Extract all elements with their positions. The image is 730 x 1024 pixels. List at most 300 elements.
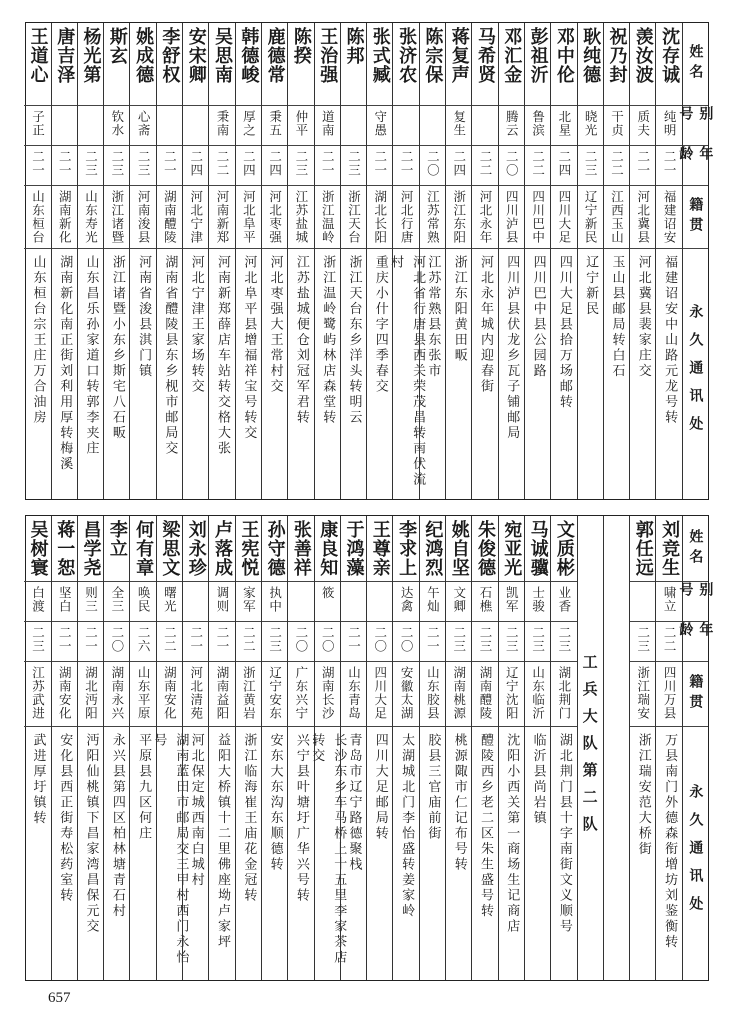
column-header: 别号 — [683, 582, 708, 622]
alias-cell: 道南 — [315, 106, 340, 146]
name-cell: 姚自坚 — [446, 516, 471, 582]
alias-cell: 文卿 — [446, 582, 471, 622]
native-cell: 河南新郑 — [209, 186, 234, 249]
native-cell: 河南浚县 — [130, 186, 155, 249]
table-row — [261, 516, 287, 980]
alias-cell: 曙光 — [157, 582, 182, 622]
native-cell: 河北永年 — [472, 186, 497, 249]
table-row — [208, 516, 234, 980]
alias-cell: 全三 — [104, 582, 129, 622]
native-cell: 湖北沔阳 — [78, 662, 103, 727]
age-cell: 二三 — [630, 622, 655, 662]
age-cell: 二一 — [630, 146, 655, 186]
address-cell: 四川大足邮局转 — [372, 733, 388, 842]
name-cell: 祝乃封 — [604, 23, 629, 106]
table-row — [151, 516, 189, 980]
column-header: 姓名 — [683, 23, 708, 106]
alias-cell: 纯明 — [656, 106, 681, 146]
name-cell: 孙守德 — [262, 516, 287, 582]
alias-cell: 士骏 — [525, 582, 550, 622]
native-cell: 四川大足 — [551, 186, 576, 249]
address-cell: 山东桓台宗王庄万合油房 — [30, 255, 46, 426]
address-cell: 湖南省醴陵县东乡枧市邮局交 — [162, 255, 178, 457]
table-row — [24, 516, 50, 980]
alias-cell: 仲平 — [288, 106, 313, 146]
native-cell: 湖南永兴 — [104, 662, 129, 727]
address-cell: 沈阳小西关第一商场生记商店 — [504, 733, 520, 935]
age-cell: 二二 — [236, 622, 261, 662]
name-cell: 张式臧 — [367, 23, 392, 106]
name-cell: 何有章 — [130, 516, 155, 582]
table-row — [603, 23, 629, 499]
native-cell: 湖北长阳 — [367, 186, 392, 249]
native-cell: 辽宁安东 — [262, 662, 287, 727]
table-row — [524, 23, 550, 499]
address-cell: 平原县九区何庄 — [136, 733, 152, 842]
name-cell: 刘永珍 — [183, 516, 208, 582]
name-cell: 唐吉泽 — [52, 23, 77, 106]
age-cell: 二一 — [315, 146, 340, 186]
blank-column — [604, 516, 629, 980]
table-row — [340, 516, 366, 980]
table-row — [419, 23, 445, 499]
name-cell: 姚成德 — [130, 23, 155, 106]
alias-cell: 石樵 — [472, 582, 497, 622]
name-cell: 昌学尧 — [78, 516, 103, 582]
native-cell: 湖南新化 — [52, 186, 77, 249]
alias-cell: 达禽 — [393, 582, 418, 622]
age-cell: 二一 — [656, 146, 681, 186]
table-row — [603, 516, 629, 980]
column-header: 年龄 — [683, 622, 708, 662]
name-cell: 沈存诚 — [656, 23, 681, 106]
age-cell: 二一 — [393, 146, 418, 186]
column-header: 别号 — [683, 106, 708, 146]
alias-cell: 秉五 — [262, 106, 287, 146]
alias-cell: 午灿 — [420, 582, 445, 622]
name-cell: 马希贤 — [472, 23, 497, 106]
table-row — [287, 23, 313, 499]
name-cell: 鹿德常 — [262, 23, 287, 106]
alias-cell: 干贞 — [604, 106, 629, 146]
native-cell: 江苏常熟 — [420, 186, 445, 249]
native-cell: 浙江黄岩 — [236, 662, 261, 727]
address-cell: 兴宁县叶塘圩广华兴号转 — [293, 733, 309, 904]
table-row — [445, 516, 471, 980]
age-cell: 二二 — [604, 146, 629, 186]
alias-cell — [157, 106, 182, 146]
native-cell: 江苏盐城 — [288, 186, 313, 249]
age-cell: 二二 — [525, 146, 550, 186]
native-cell: 湖南醴陵 — [472, 662, 497, 727]
table-row — [182, 23, 208, 499]
address-cell: 安东大东沟东顺德转 — [267, 733, 283, 873]
age-cell: 二三 — [104, 146, 129, 186]
native-cell: 河北阜平 — [236, 186, 261, 249]
address-cell: 湖南新化南正街刘利用厚转梅溪 — [57, 255, 73, 472]
name-cell: 邓中伦 — [551, 23, 576, 106]
address-cell: 辽宁新民 — [583, 255, 599, 317]
native-cell: 福建诏安 — [656, 186, 681, 249]
age-cell: 二三 — [578, 146, 603, 186]
page-number: 657 — [48, 990, 71, 1006]
address-cell: 河北省行唐县西关荣茂昌转南伏流村 — [388, 255, 426, 488]
name-cell: 纪鸿烈 — [420, 516, 445, 582]
address-cell: 桃源陬市仁记布号转 — [451, 733, 467, 873]
age-cell: 二三 — [499, 622, 524, 662]
address-cell: 醴陵西乡老二区朱生盛号转 — [477, 733, 493, 919]
age-cell: 二一 — [157, 146, 182, 186]
alias-cell — [367, 582, 392, 622]
alias-cell: 坚白 — [52, 582, 77, 622]
address-cell: 永兴县第四区柏林塘青石村 — [109, 733, 125, 919]
native-cell: 山东临沂 — [525, 662, 550, 727]
address-cell: 沔阳仙桃镇下昌家湾昌保元交 — [83, 733, 99, 935]
table-row — [471, 23, 497, 499]
table-row — [261, 23, 287, 499]
native-cell: 湖南安化 — [52, 662, 77, 727]
name-cell: 马诚骥 — [525, 516, 550, 582]
address-cell: 河南省浚县淇门镇 — [136, 255, 152, 379]
age-cell: 二三 — [341, 146, 366, 186]
alias-cell — [183, 582, 208, 622]
alias-cell — [420, 106, 445, 146]
age-cell: 二〇 — [499, 146, 524, 186]
age-cell: 二三 — [130, 146, 155, 186]
column-header: 永久通讯处 — [687, 783, 704, 924]
native-cell: 山东桓台 — [24, 186, 50, 249]
age-cell: 二〇 — [393, 622, 418, 662]
header-column — [677, 23, 714, 499]
table-row — [314, 23, 340, 499]
age-cell: 二二 — [157, 622, 182, 662]
age-cell: 二一 — [52, 622, 77, 662]
age-cell: 二三 — [24, 622, 50, 662]
table-row — [182, 516, 208, 980]
alias-cell: 凯军 — [499, 582, 524, 622]
alias-cell — [630, 582, 655, 622]
name-cell: 康良知 — [315, 516, 340, 582]
name-cell: 李立 — [104, 516, 129, 582]
name-cell: 蒋复声 — [446, 23, 471, 106]
address-cell: 四川大足县拾万场邮转 — [556, 255, 572, 410]
native-cell: 江苏武进 — [24, 662, 50, 727]
age-cell: 二一 — [420, 622, 445, 662]
age-cell: 二一 — [78, 622, 103, 662]
alias-cell: 钦水 — [104, 106, 129, 146]
age-cell: 二四 — [262, 146, 287, 186]
table-row — [24, 23, 50, 499]
name-cell: 羡汝波 — [630, 23, 655, 106]
name-cell: 卢落成 — [209, 516, 234, 582]
table-row — [235, 23, 261, 499]
address-cell: 河南新郑薛店车站转交格大张 — [215, 255, 231, 457]
age-cell: 二〇 — [420, 146, 445, 186]
table-row — [129, 23, 155, 499]
address-cell: 青岛市辽宁路德聚栈 — [346, 733, 362, 873]
address-cell: 浙江温岭鹭屿林店森堂转 — [320, 255, 336, 426]
table-row — [629, 23, 655, 499]
address-cell: 湖南蓝田市邮局交三甲村西门永怡号 — [151, 733, 189, 966]
address-cell: 重庆小什字四季春交 — [372, 255, 388, 395]
name-cell: 陈宗保 — [420, 23, 445, 106]
age-cell: 二一 — [52, 146, 77, 186]
address-cell: 山东昌乐孙家道口转郭李夹庄 — [83, 255, 99, 457]
age-cell: 二二 — [472, 146, 497, 186]
alias-cell — [341, 106, 366, 146]
native-cell: 浙江温岭 — [315, 186, 340, 249]
age-cell: 二三 — [472, 622, 497, 662]
native-cell: 四川万县 — [656, 662, 681, 727]
native-cell: 湖南长沙 — [315, 662, 340, 727]
address-cell: 福建诏安中山路元龙号转 — [662, 255, 678, 426]
name-cell: 于鸿藻 — [341, 516, 366, 582]
age-cell: 二〇 — [104, 622, 129, 662]
address-cell: 浙江东阳黄田畈 — [451, 255, 467, 364]
table-row — [655, 23, 681, 499]
alias-cell — [78, 106, 103, 146]
alias-cell: 北星 — [551, 106, 576, 146]
column-header: 年龄 — [683, 146, 708, 186]
table-row — [51, 516, 77, 980]
age-cell: 二三 — [446, 622, 471, 662]
age-cell: 二六 — [130, 622, 155, 662]
address-cell: 安化县西正街寿松药室转 — [57, 733, 73, 904]
name-cell: 刘竞生 — [656, 516, 681, 582]
native-cell: 湖南桃源 — [446, 662, 471, 727]
alias-cell: 执中 — [262, 582, 287, 622]
name-cell: 吴树寰 — [24, 516, 50, 582]
alias-cell — [183, 106, 208, 146]
name-cell: 李求上 — [393, 516, 418, 582]
native-cell: 浙江天台 — [341, 186, 366, 249]
name-cell: 郭任远 — [630, 516, 655, 582]
age-cell: 二一 — [209, 622, 234, 662]
table-row — [235, 516, 261, 980]
address-cell: 太湖城北门李怡盛转姜家岭 — [399, 733, 415, 919]
native-cell: 湖南益阳 — [209, 662, 234, 727]
alias-cell: 质夫 — [630, 106, 655, 146]
native-cell: 山东平原 — [130, 662, 155, 727]
table-row — [577, 23, 603, 499]
age-cell: 二一 — [24, 146, 50, 186]
name-cell: 安宋卿 — [183, 23, 208, 106]
age-cell: 二一 — [341, 622, 366, 662]
address-cell: 河北枣强大王常村交 — [267, 255, 283, 395]
alias-cell: 筱 — [315, 582, 340, 622]
column-header: 姓名 — [683, 516, 708, 582]
column-header: 籍贯 — [683, 662, 708, 727]
native-cell: 河北宁津 — [183, 186, 208, 249]
native-cell: 浙江诸暨 — [104, 186, 129, 249]
alias-cell: 调则 — [209, 582, 234, 622]
name-cell: 王治强 — [315, 23, 340, 106]
age-cell: 二〇 — [288, 622, 313, 662]
name-cell: 文质彬 — [551, 516, 576, 582]
name-cell: 陈邦 — [341, 23, 366, 106]
name-cell: 耿纯德 — [578, 23, 603, 106]
age-cell: 二三 — [525, 622, 550, 662]
table-row — [156, 23, 182, 499]
name-cell: 王尊亲 — [367, 516, 392, 582]
alias-cell: 心斋 — [130, 106, 155, 146]
address-cell: 江苏盐城便仓刘冠军君转 — [293, 255, 309, 426]
native-cell: 广东兴宁 — [288, 662, 313, 727]
roster-table-top — [25, 22, 714, 500]
alias-cell: 晓光 — [578, 106, 603, 146]
native-cell: 湖南醴陵 — [157, 186, 182, 249]
table-row — [103, 23, 129, 499]
name-cell: 蒋一恕 — [52, 516, 77, 582]
column-header: 永久通讯处 — [687, 304, 704, 444]
alias-cell: 白渡 — [24, 582, 50, 622]
address-cell: 玉山县邮局转白石 — [609, 255, 625, 379]
address-cell: 武进厚圩镇转 — [30, 733, 46, 826]
name-cell: 王宪悦 — [236, 516, 261, 582]
alias-cell: 鲁滨 — [525, 106, 550, 146]
address-cell: 江苏常熟县东张市 — [425, 255, 441, 379]
address-cell: 四川巴中县公园路 — [530, 255, 546, 379]
age-cell: 二二 — [209, 146, 234, 186]
native-cell: 湖北荆门 — [551, 662, 576, 727]
alias-cell: 厚之 — [236, 106, 261, 146]
native-cell: 山东寿光 — [78, 186, 103, 249]
name-cell: 李舒权 — [157, 23, 182, 106]
age-cell: 二三 — [262, 622, 287, 662]
age-cell: 二一 — [183, 622, 208, 662]
address-cell: 胶县三官庙前街 — [425, 733, 441, 842]
native-cell: 浙江东阳 — [446, 186, 471, 249]
alias-cell: 秉南 — [209, 106, 234, 146]
age-cell: 二〇 — [315, 622, 340, 662]
alias-cell — [52, 106, 77, 146]
native-cell: 山东青岛 — [341, 662, 366, 727]
table-row — [471, 516, 497, 980]
table-row — [388, 23, 426, 499]
table-row — [366, 516, 392, 980]
address-cell: 长沙东乡车马桥上十五里李家茶店转交 — [309, 733, 347, 966]
alias-cell: 复生 — [446, 106, 471, 146]
native-cell: 江西玉山 — [604, 186, 629, 249]
alias-cell: 则三 — [78, 582, 103, 622]
table-row — [550, 23, 576, 499]
name-cell: 彭祖沂 — [525, 23, 550, 106]
roster-table-bottom — [25, 515, 714, 981]
native-cell: 辽宁沈阳 — [499, 662, 524, 727]
table-row — [629, 516, 655, 980]
name-cell: 梁思文 — [157, 516, 182, 582]
name-cell: 宛亚光 — [499, 516, 524, 582]
column-header: 籍贯 — [683, 186, 708, 249]
age-cell: 二三 — [288, 146, 313, 186]
age-cell: 二〇 — [367, 622, 392, 662]
name-cell: 韩德峻 — [236, 23, 261, 106]
table-row — [550, 516, 576, 980]
address-cell: 河北永年城内迎春街 — [477, 255, 493, 395]
table-row — [309, 516, 347, 980]
alias-cell: 家军 — [236, 582, 261, 622]
name-cell: 王道心 — [24, 23, 50, 106]
alias-cell — [341, 582, 366, 622]
table-row — [498, 516, 524, 980]
address-cell: 浙江诸暨小东乡斯宅八石畈 — [109, 255, 125, 441]
name-cell: 张济农 — [393, 23, 418, 106]
age-cell: 二三 — [551, 622, 576, 662]
address-cell: 浙江天台东乡洋头转明云 — [346, 255, 362, 426]
alias-cell: 唤民 — [130, 582, 155, 622]
table-row — [498, 23, 524, 499]
name-cell: 朱俊德 — [472, 516, 497, 582]
table-row — [577, 516, 603, 980]
native-cell: 四川巴中 — [525, 186, 550, 249]
address-cell: 万县南门外德森衔增坊刘鉴衡转 — [662, 733, 678, 950]
age-cell: 二四 — [551, 146, 576, 186]
name-cell: 杨光第 — [78, 23, 103, 106]
alias-cell: 业香 — [551, 582, 576, 622]
age-cell: 二四 — [446, 146, 471, 186]
header-column — [677, 516, 714, 980]
native-cell: 河北行唐 — [393, 186, 418, 249]
table-row — [77, 516, 103, 980]
alias-cell: 腾云 — [499, 106, 524, 146]
alias-cell — [472, 106, 497, 146]
table-row — [77, 23, 103, 499]
alias-cell — [393, 106, 418, 146]
address-cell: 浙江临海崔王庙花金冠转 — [241, 733, 257, 904]
native-cell: 浙江瑞安 — [630, 662, 655, 727]
age-cell: 二三 — [78, 146, 103, 186]
address-cell: 临沂县尚岩镇 — [530, 733, 546, 826]
native-cell: 四川大足 — [367, 662, 392, 727]
age-cell: 二四 — [183, 146, 208, 186]
table-row — [524, 516, 550, 980]
native-cell: 辽宁新民 — [578, 186, 603, 249]
name-cell: 斯玄 — [104, 23, 129, 106]
table-row — [419, 516, 445, 980]
age-cell: 二二 — [656, 622, 681, 662]
table-row — [445, 23, 471, 499]
native-cell: 河北枣强 — [262, 186, 287, 249]
address-cell: 河北冀县裴家庄交 — [635, 255, 651, 379]
name-cell: 吴思南 — [209, 23, 234, 106]
alias-cell: 子正 — [24, 106, 50, 146]
address-cell: 四川泸县伏龙乡瓦子铺邮局 — [504, 255, 520, 441]
age-cell: 二四 — [236, 146, 261, 186]
alias-cell: 守愚 — [367, 106, 392, 146]
native-cell: 四川泸县 — [499, 186, 524, 249]
name-cell: 张善祥 — [288, 516, 313, 582]
alias-cell — [288, 582, 313, 622]
native-cell: 安徽太湖 — [393, 662, 418, 727]
native-cell: 河北清苑 — [183, 662, 208, 727]
table-row — [340, 23, 366, 499]
table-row — [392, 516, 418, 980]
address-cell: 湖北荆门县十字南街文义顺号 — [556, 733, 572, 935]
address-cell: 河北宁津王家场转交 — [188, 255, 204, 395]
table-row — [103, 516, 129, 980]
table-row — [208, 23, 234, 499]
table-row — [51, 23, 77, 499]
name-cell: 邓汇金 — [499, 23, 524, 106]
alias-cell: 啸立 — [656, 582, 681, 622]
age-cell: 二一 — [367, 146, 392, 186]
section-label: 工兵大队第二队 — [580, 653, 599, 843]
native-cell: 湖南安化 — [157, 662, 182, 727]
address-cell: 河北保定城西南白城村 — [188, 733, 204, 888]
name-cell: 陈揆 — [288, 23, 313, 106]
native-cell: 河北冀县 — [630, 186, 655, 249]
address-cell: 河北阜平县增福祥宝号转交 — [241, 255, 257, 441]
